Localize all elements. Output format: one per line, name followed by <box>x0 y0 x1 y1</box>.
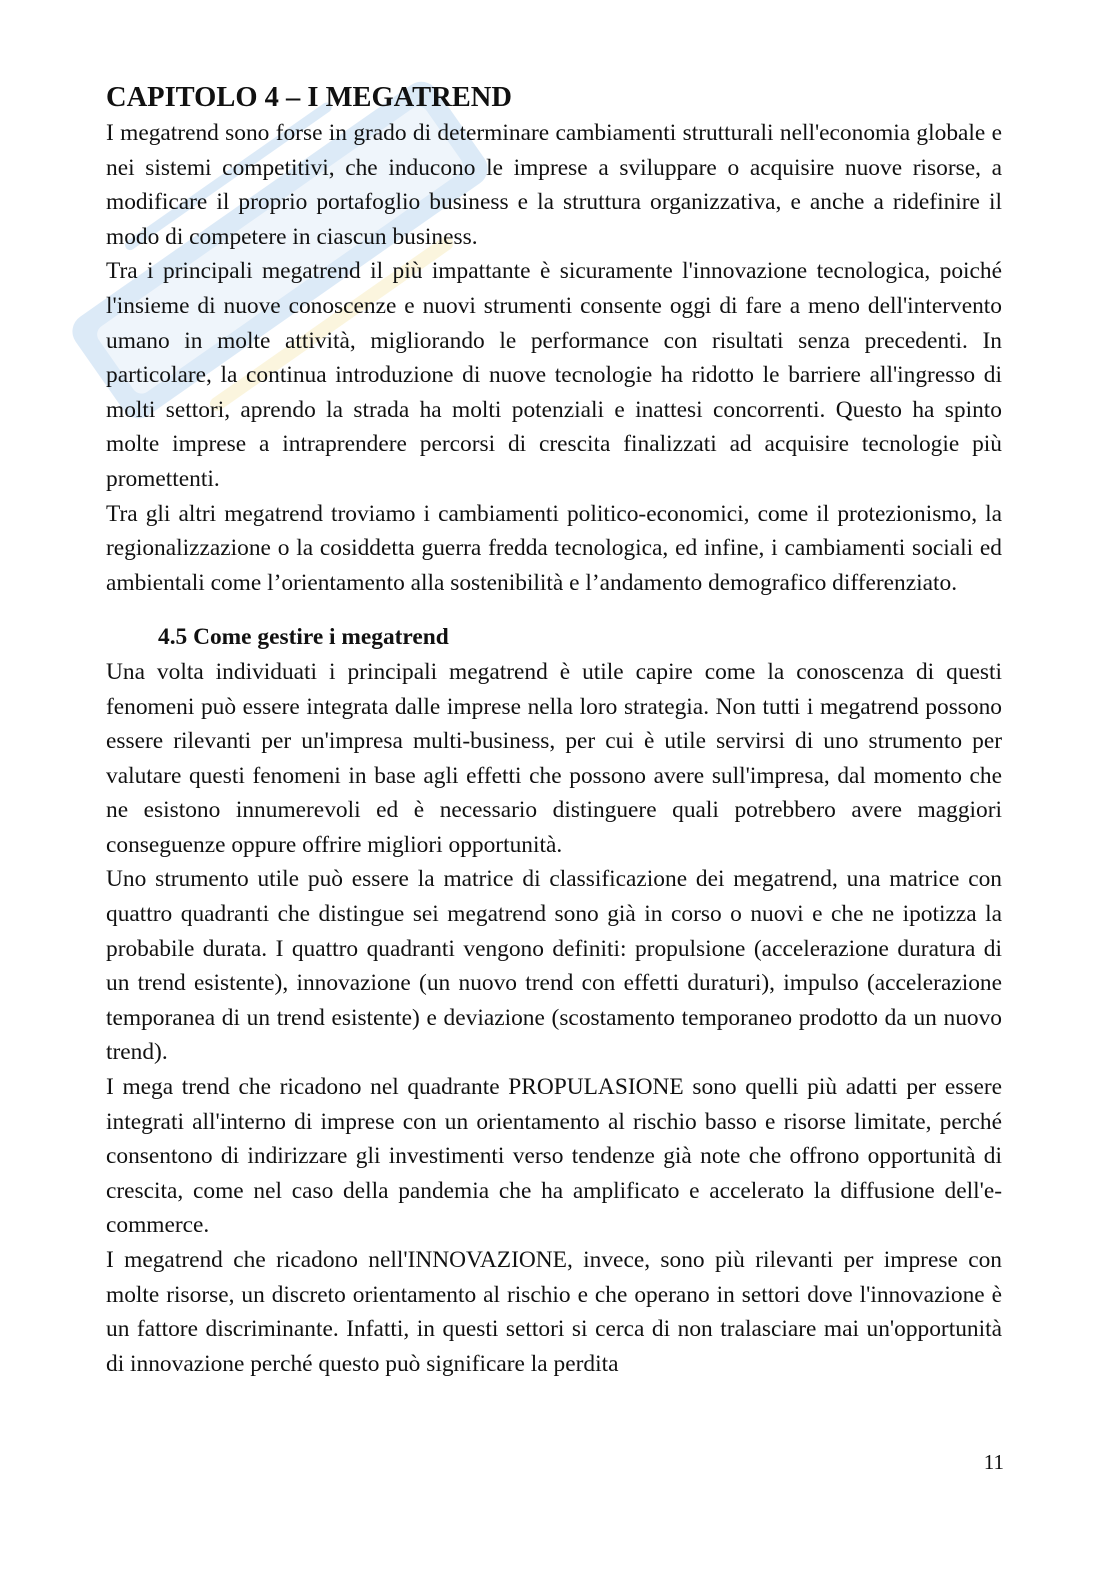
intro-paragraph-1: I megatrend sono forse in grado di determinare cambiamenti strutturali nell'economia globale e nei sistemi competitivi, che inducono le imprese a sviluppare o acquisire nuove risorse, a modificare il proprio portafoglio business e la struttura organizzativa, e anche a ridefinire il modo di competere in ciascun business. <box>106 120 1002 250</box>
intro-paragraph-2: Tra i principali megatrend il più impattante è sicuramente l'innovazione tecnologica, poiché l'insieme di nuove conoscenze e nuovi strumenti consente oggi di fare a meno dell'intervento umano in molte attività, migliorando le performance con risultati senza precedenti. In particolare, la continua introduzione di nuove tecnologie ha ridotto le barriere all'ingresso di molti settori, aprendo la strada ha molti potenziali e inattesi concorrenti. Questo ha spinto molte imprese a intraprendere percorsi di crescita finalizzati ad acquisire tecnologie più promettenti. <box>106 258 1002 492</box>
intro-paragraph-3: Tra gli altri megatrend troviamo i cambiamenti politico-economici, come il protezionismo, la regionalizzazione o la cosiddetta guerra fredda tecnologica, ed infine, i cambiamenti sociali ed ambientali come l’orientamento alla sostenibilità e l’andamento demografico differenziato. <box>106 500 1002 596</box>
page-number: 11 <box>983 1450 1004 1474</box>
section-paragraph-2: Uno strumento utile può essere la matrice di classificazione dei megatrend, una matrice con quattro quadranti che distingue sei megatrend sono già in corso o nuovi e che ne ipotizza la probabile durata. I quattro quadranti vengono definiti: propulsione (accelerazione duratura di un trend esistente), innovazione (un nuovo trend con effetti duraturi), impulso (accelerazione temporanea di un trend esistente) e deviazione (scostamento temporaneo prodotto da un nuovo trend). <box>106 866 1002 1066</box>
chapter-title: CAPITOLO 4 – I MEGATREND <box>106 82 512 113</box>
section-paragraph-1: Una volta individuati i principali megatrend è utile capire come la conoscenza di questi fenomeni può essere integrata dalle imprese nella loro strategia. Non tutti i megatrend possono essere rilevanti per un'impresa multi-business, per cui è utile servirsi di uno strumento per valutare questi fenomeni in base agli effetti che possono avere sull'impresa, dal momento che ne esistono innumerevoli ed è necessario distinguere quali potrebbero avere maggiori conseguenze oppure offrire migliori opportunità. <box>106 658 1002 858</box>
section-heading: 4.5 Come gestire i megatrend <box>158 624 449 651</box>
document-page <box>106 80 1002 1381</box>
section-paragraph-4: I megatrend che ricadono nell'INNOVAZIONE, invece, sono più rilevanti per imprese con molte risorse, un discreto orientamento al rischio e che operano in settori dove l'innovazione è un fattore discriminante. Infatti, in questi settori si cerca di non tralasciare mai un'opportunità di innovazione perché questo può significare la perdita <box>106 1247 1002 1377</box>
section-spacer <box>106 600 1002 620</box>
section-paragraph-3: I mega trend che ricadono nel quadrante PROPULASIONE sono quelli più adatti per essere integrati all'interno di imprese con un orientamento al rischio basso e risorse limitate, perché consentono di indirizzare gli investimenti verso tendenze già note che offrono opportunità di crescita, come nel caso della pandemia che ha amplificato e accelerato la diffusione dell'e-commerce. <box>106 1074 1002 1239</box>
